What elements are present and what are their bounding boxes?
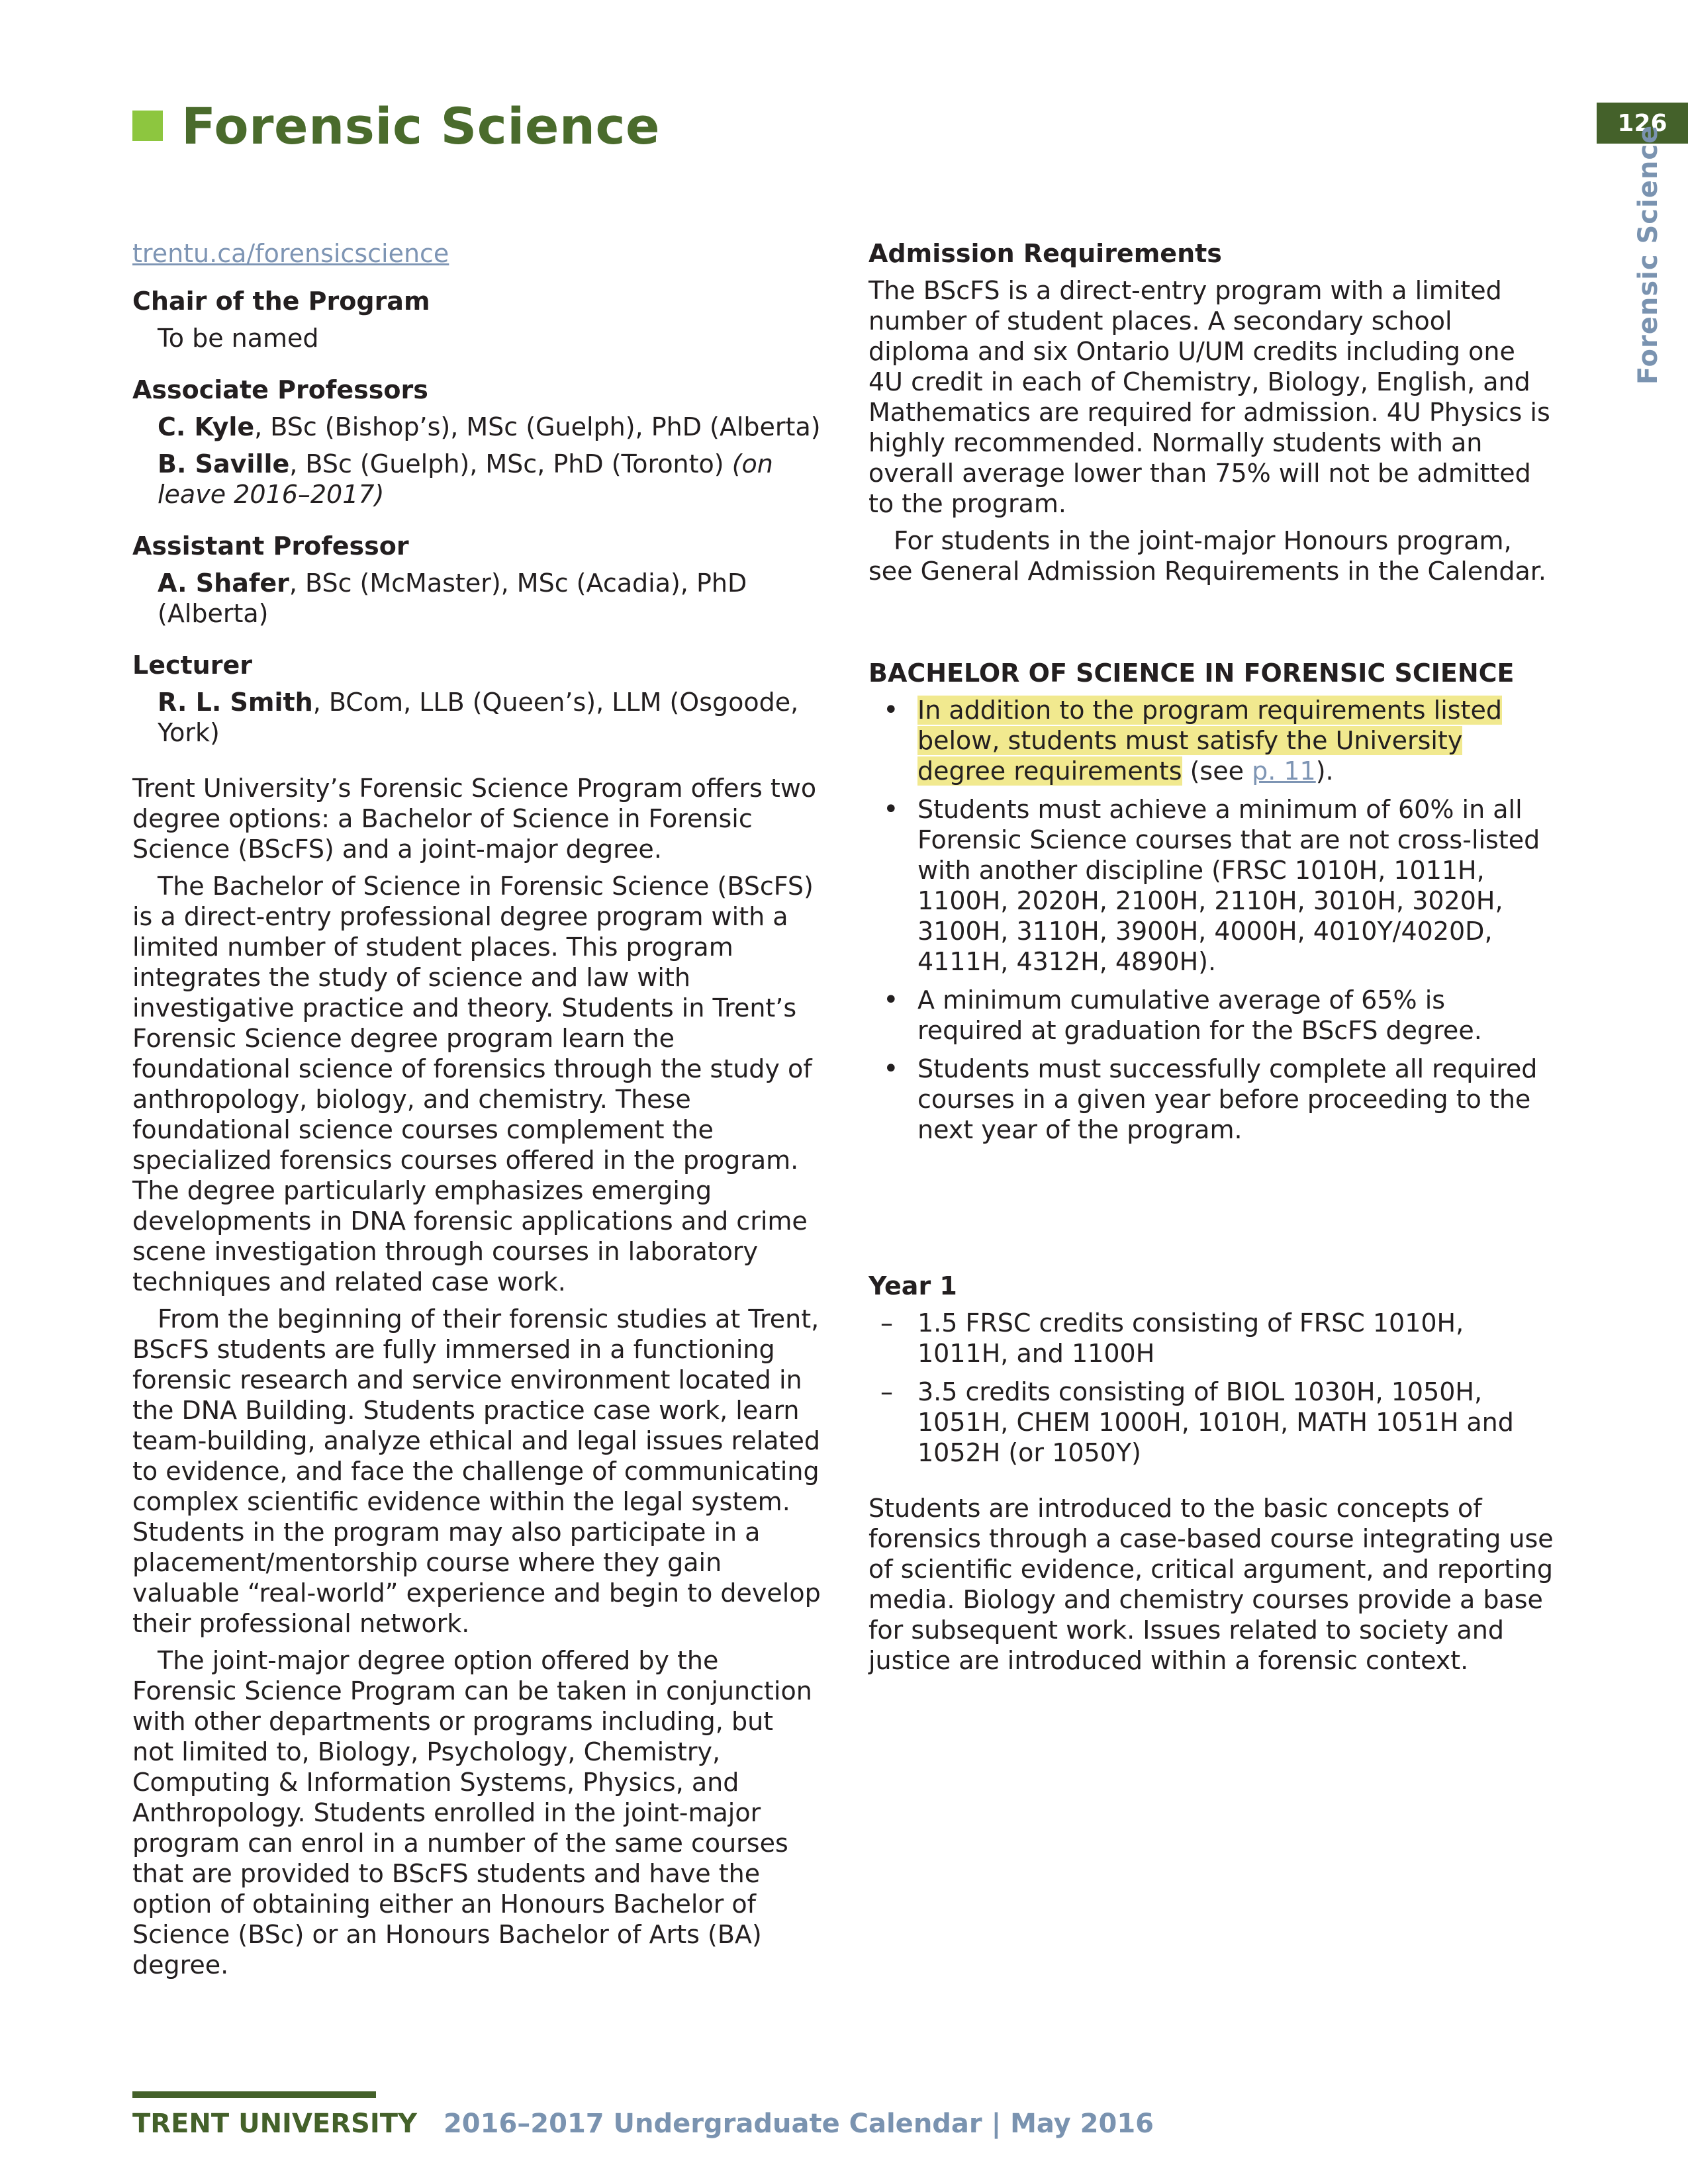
admission-paragraph: The BScFS is a direct-entry program with a limited number of student places. A secondary school diploma and six Ontario U/UM credits including one 4U credit in each of Chemistry, Biology, English, and Mathematics are required for admission. 4U Physics is highly recommended. Normally students with an overall average lower than 75% will not be admitted to the program.	[868, 276, 1550, 518]
chair-heading: Chair of the Program	[132, 287, 430, 316]
list-item: • Students must achieve a minimum of 60% in all Forensic Science courses that are not cross-listed with another discipline (FRSC 1010H, 1011H, 1100H, 2020H, 2100H, 2110H, 3010H, 3020H, 3100H, 3110H, 3900H, 4000H, 4010Y/4020D, 4111H, 4312H, 4890H).	[868, 794, 1557, 977]
year1-list	[868, 1308, 1557, 1468]
highlighted-text: In addition to the program requirements listed below, students must satisfy the University degree requirements	[917, 696, 1502, 786]
list-item	[868, 1308, 1557, 1369]
dash-marker: –	[880, 1308, 893, 1338]
body-paragraph: From the beginning of their forensic studies at Trent, BScFS students are fully immersed in a functioning forensic research and service environment located in the DNA Building. Students practice case work, learn team-building, analyze ethical and legal issues related to evidence, and face the challenge of communicating complex scientific evidence within the legal system. Students in the program may also participate in a placement/mentorship course where they gain valuable “real-world” experience and begin to develop their professional network.	[132, 1304, 821, 1638]
program-url-link[interactable]: trentu.ca/forensicscience	[132, 239, 449, 268]
list-item-text: 1.5 FRSC credits consisting of FRSC 1010H, 1011H, and 1100H	[917, 1308, 1464, 1368]
side-section-title: Forensic Science	[1633, 124, 1664, 385]
faculty-credentials: , BSc (McMaster), MSc (Acadia), PhD (Alberta)	[158, 569, 747, 628]
faculty-entry	[132, 412, 821, 442]
faculty-entry	[132, 568, 821, 629]
year1-paragraph: Students are introduced to the basic concepts of forensics through a case-based course integrating use of scientific evidence, critical argument, and reporting media. Biology and chemistry courses provide a base for subsequent work. Issues related to society and justice are introduced within a forensic context.	[868, 1494, 1554, 1675]
footer	[132, 2109, 1154, 2139]
faculty-credentials: , BCom, LLB (Queen’s), LLM (Osgoode, York)	[158, 688, 799, 747]
list-item-text: 3.5 credits consisting of BIOL 1030H, 1050H, 1051H, CHEM 1000H, 1010H, MATH 1051H and 1052H (or 1050Y)	[917, 1377, 1514, 1467]
page-reference-link[interactable]: p. 11	[1252, 756, 1316, 786]
page-title: Forensic Science	[181, 96, 661, 156]
footer-calendar: 2016–2017 Undergraduate Calendar | May 2016	[443, 2109, 1154, 2139]
list-item-text: (see	[1182, 756, 1252, 786]
list-item	[868, 695, 1557, 786]
assistant-professor-heading: Assistant Professor	[132, 531, 409, 561]
faculty-credentials: , BSc (Guelph), MSc, PhD (Toronto)	[289, 449, 732, 478]
list-item	[868, 1377, 1557, 1468]
title-block	[132, 93, 660, 159]
right-column	[868, 238, 1557, 1676]
faculty-leave-note: (on leave 2016–2017)	[158, 449, 773, 509]
faculty-name: R. L. Smith	[158, 688, 313, 717]
requirements-list	[868, 695, 1557, 1145]
footer-university: TRENT UNIVERSITY	[132, 2109, 417, 2139]
chair-name: To be named	[158, 324, 319, 353]
intro-paragraph: Trent University’s Forensic Science Program offers two degree options: a Bachelor of Science in Forensic Science (BScFS) and a joint-major degree.	[132, 774, 817, 864]
list-item-text: ).	[1315, 756, 1334, 786]
faculty-name: B. Saville	[158, 449, 290, 478]
left-column	[132, 238, 821, 1980]
footer-rule	[132, 2091, 376, 2098]
list-item: • A minimum cumulative average of 65% is required at graduation for the BScFS degree.	[868, 985, 1557, 1046]
associate-professors-heading: Associate Professors	[132, 375, 428, 404]
body-paragraph: The Bachelor of Science in Forensic Science (BScFS) is a direct-entry professional degree program with a limited number of student places. This program integrates the study of science and law with investigative practice and theory. Students in Trent’s Forensic Science degree program learn the foundational science of forensics through the study of anthropology, biology, and chemistry. These foundational science courses complement the specialized forensics courses offered in the program. The degree particularly emphasizes emerging developments in DNA forensic applications and crime scene investigation through courses in laboratory techniques and related case work.	[132, 872, 814, 1297]
faculty-credentials: , BSc (Bishop’s), MSc (Guelph), PhD (Alberta)	[254, 412, 821, 441]
dash-marker: –	[880, 1377, 893, 1406]
faculty-entry	[132, 687, 821, 748]
faculty-name: A. Shafer	[158, 569, 289, 598]
bsc-section-heading: BACHELOR OF SCIENCE IN FORENSIC SCIENCE	[868, 659, 1515, 688]
admission-note: For students in the joint-major Honours program, see General Admission Requirements in the Calendar.	[868, 526, 1546, 586]
list-item: • Students must successfully complete all required courses in a given year before proceeding to the next year of the program.	[868, 1054, 1557, 1145]
faculty-entry	[132, 449, 821, 510]
body-paragraph: The joint-major degree option offered by the Forensic Science Program can be taken in conjunction with other departments or programs including, but not limited to, Biology, Psychology, Chemistry, Computing & Information Systems, Physics, and Anthropology. Students enrolled in the joint-major program can enrol in a number of the same courses that are provided to BScFS students and have the option of obtaining either an Honours Bachelor of Science (BSc) or an Honours Bachelor of Arts (BA) degree.	[132, 1646, 812, 1979]
title-square-icon	[132, 111, 163, 141]
faculty-name: C. Kyle	[158, 412, 255, 441]
page-number: 126	[1597, 103, 1688, 144]
year1-heading: Year 1	[868, 1271, 957, 1300]
lecturer-heading: Lecturer	[132, 651, 252, 680]
admission-heading: Admission Requirements	[868, 239, 1222, 268]
